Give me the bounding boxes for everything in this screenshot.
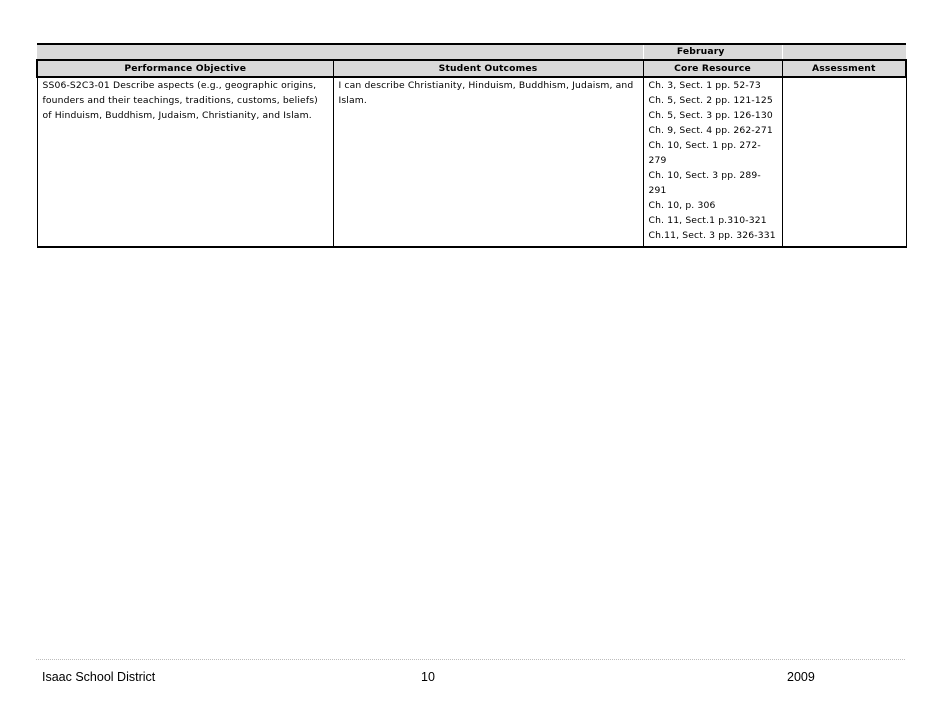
header-assessment: Assessment (782, 60, 906, 77)
resource-item: Ch.11, Sect. 3 pp. 326-331 (648, 230, 776, 241)
month-label: February (676, 46, 725, 57)
curriculum-table (36, 43, 907, 248)
header-performance-objective: Performance Objective (37, 60, 333, 77)
objective-cell: SS06-S2C3-01 Describe aspects (e.g., geographic origins, founders and their teachings, traditions, customs, beliefs) of Hinduism, Buddhism, Judaism, Christianity, and Islam. (37, 77, 333, 247)
month-cell (37, 44, 725, 60)
table-row (37, 77, 906, 247)
resource-item: Ch. 5, Sect. 3 pp. 126-130 (648, 110, 773, 121)
footer-page-number: 10 (421, 670, 435, 684)
month-spacer-assessment (782, 44, 906, 60)
footer-district: Isaac School District (42, 670, 156, 684)
assessment-cell (782, 77, 906, 247)
header-row (37, 60, 906, 77)
header-core-resource: Core Resource (643, 60, 782, 77)
resource-item: Ch. 3, Sect. 1 pp. 52-73 (648, 80, 761, 91)
resource-item: Ch. 10, Sect. 3 pp. 289-291 (648, 170, 761, 196)
header-student-outcomes: Student Outcomes (333, 60, 643, 77)
resource-cell (643, 77, 782, 247)
month-row (37, 44, 906, 60)
footer-divider (36, 659, 905, 660)
resource-item: Ch. 11, Sect.1 p.310-321 (648, 215, 767, 226)
resource-item: Ch. 10, p. 306 (648, 200, 716, 211)
resource-item: Ch. 9, Sect. 4 pp. 262-271 (648, 125, 773, 136)
resource-item: Ch. 10, Sect. 1 pp. 272-279 (648, 140, 761, 166)
outcomes-cell: I can describe Christianity, Hinduism, Buddhism, Judaism, and Islam. (333, 77, 643, 247)
footer-year: 2009 (787, 670, 815, 684)
resource-item: Ch. 5, Sect. 2 pp. 121-125 (648, 95, 773, 106)
